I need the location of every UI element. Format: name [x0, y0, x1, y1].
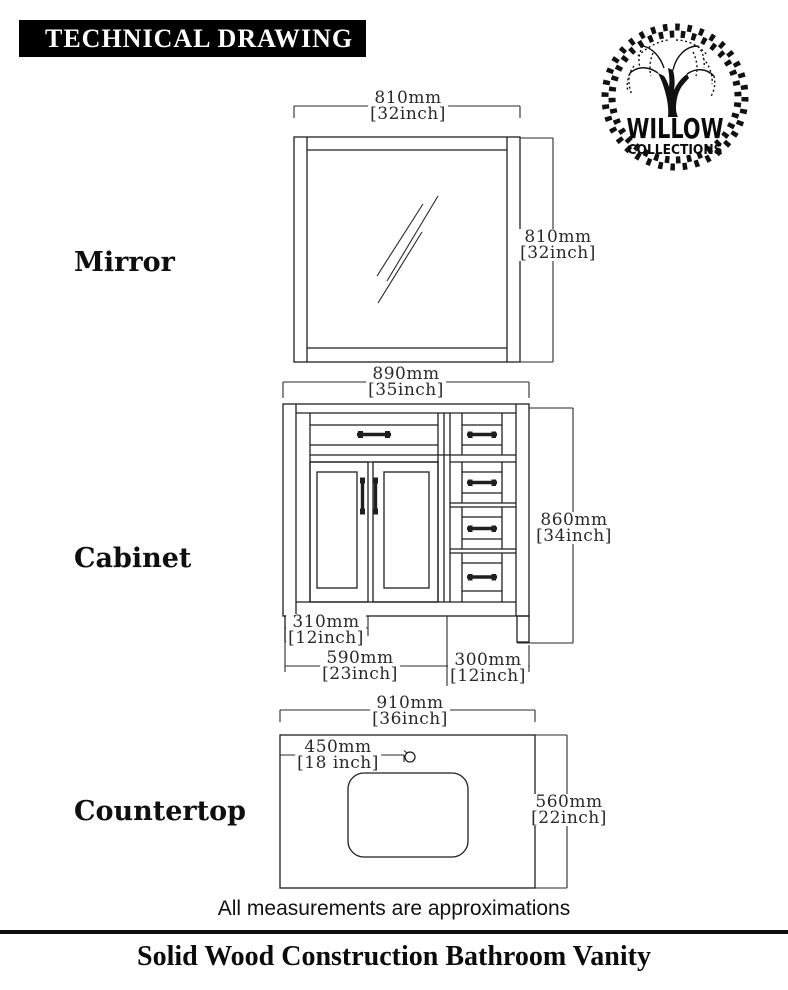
cabinet-label: Cabinet [74, 543, 192, 574]
logo-brand-subtitle: COLLECTIONS [627, 143, 723, 158]
left-door-panel [317, 472, 357, 588]
cabinet-right-foot [517, 616, 529, 642]
willow-tree-icon [627, 40, 715, 117]
drawer-3-handle [467, 526, 497, 533]
dim-countertop-width: 910mm [36inch] [372, 693, 448, 729]
dim-cabinet-depth: 310mm [12inch] [288, 612, 364, 648]
footer-divider [0, 930, 788, 934]
dim-countertop-depth: 560mm [22inch] [531, 792, 607, 828]
measurements-disclaimer: All measurements are approximations [217, 897, 571, 920]
page-title: TECHNICAL DRAWING [45, 23, 354, 53]
title-block [19, 20, 366, 57]
mirror-frame-inner [307, 137, 507, 362]
right-door-handle [373, 478, 378, 515]
cabinet-left-door [310, 462, 368, 602]
cabinet-right-door [373, 462, 438, 602]
dim-cabinet-doors-width: 590mm [23inch] [322, 648, 398, 684]
dim-sink-center: 450mm [18 inch] [297, 737, 379, 773]
faucet-hole [405, 752, 415, 762]
left-door-handle [360, 478, 365, 515]
sink-cutout [348, 773, 468, 857]
faucet-hole-tick [404, 751, 408, 754]
mirror-frame [294, 137, 520, 362]
drawer-1-handle [467, 432, 497, 439]
logo-brand-name: WILLOW [626, 112, 724, 145]
mirror-label: Mirror [74, 247, 175, 278]
mirror-drawing [294, 106, 553, 362]
drawer-2-handle [467, 480, 497, 487]
product-title: Solid Wood Construction Bathroom Vanity [137, 941, 651, 972]
top-drawer-handle [357, 431, 391, 438]
drawer-4-handle [467, 574, 497, 581]
willow-collections-logo [597, 16, 753, 178]
dim-mirror-width: 810mm [32inch] [370, 88, 446, 124]
dim-cabinet-drawers-width: 300mm [12inch] [450, 650, 526, 686]
right-door-panel [384, 472, 429, 588]
mirror-glass-reflection [377, 196, 438, 303]
dim-mirror-height: 810mm [32inch] [520, 227, 596, 263]
countertop-label: Countertop [74, 796, 246, 827]
dim-cabinet-height: 860mm [34inch] [536, 510, 612, 546]
dim-cabinet-width: 890mm [35inch] [368, 364, 444, 400]
